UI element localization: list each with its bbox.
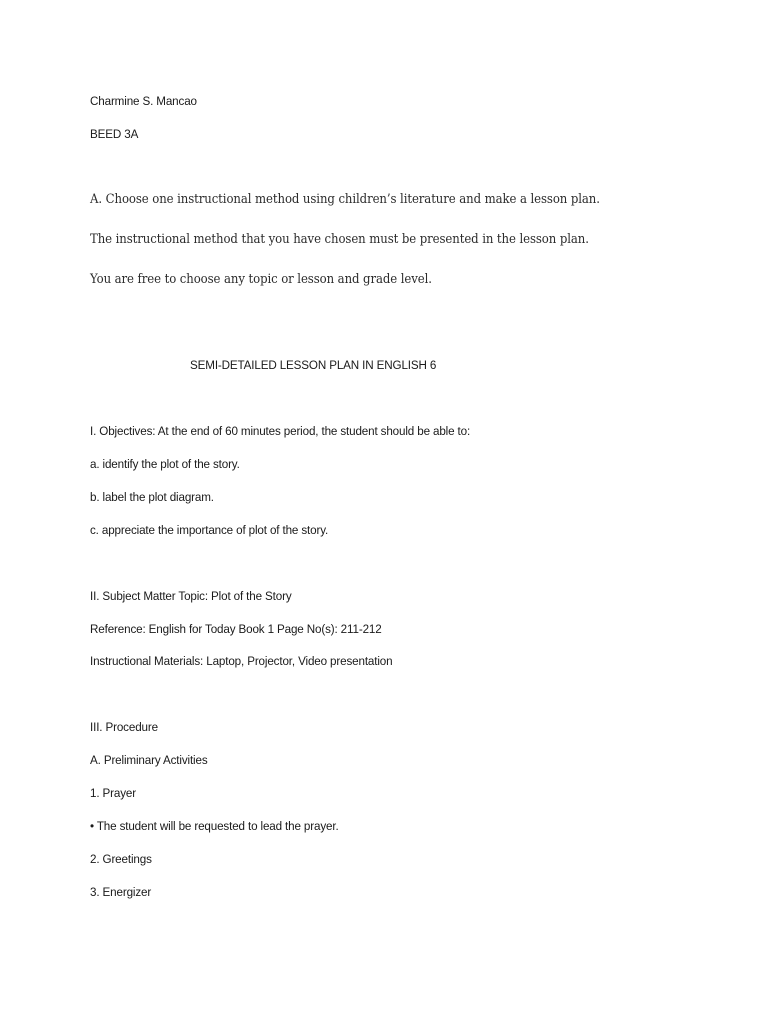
author-name: Charmine S. Mancao	[90, 94, 197, 108]
procedure-step: • The student will be requested to lead the prayer.	[90, 819, 339, 833]
procedure-step: 3. Energizer	[90, 885, 152, 899]
subject-matter-topic: II. Subject Matter Topic: Plot of the Story	[90, 589, 292, 603]
objectives-heading: I. Objectives: At the end of 60 minutes period, the student should be able to:	[90, 424, 471, 438]
instruction-line-3: You are free to choose any topic or lesson and grade level.	[90, 271, 432, 286]
class-section: BEED 3A	[90, 127, 139, 141]
preliminary-activities-heading: A. Preliminary Activities	[90, 753, 208, 767]
procedure-step: 1. Prayer	[90, 786, 136, 800]
subject-matter-reference: Reference: English for Today Book 1 Page No(s): 211-212	[90, 622, 382, 636]
objective-item: a. identify the plot of the story.	[90, 457, 240, 471]
objective-item: c. appreciate the importance of plot of the story.	[90, 523, 329, 537]
procedure-heading: III. Procedure	[90, 720, 158, 734]
lesson-plan-title: SEMI-DETAILED LESSON PLAN IN ENGLISH 6	[190, 358, 437, 372]
objective-item: b. label the plot diagram.	[90, 490, 214, 504]
subject-matter-materials: Instructional Materials: Laptop, Projector, Video presentation	[90, 654, 393, 668]
instruction-line-2: The instructional method that you have chosen must be presented in the lesson plan.	[90, 231, 589, 246]
procedure-step: 2. Greetings	[90, 852, 152, 866]
instruction-line-1: A. Choose one instructional method using children’s literature and make a lesson plan.	[90, 191, 600, 206]
